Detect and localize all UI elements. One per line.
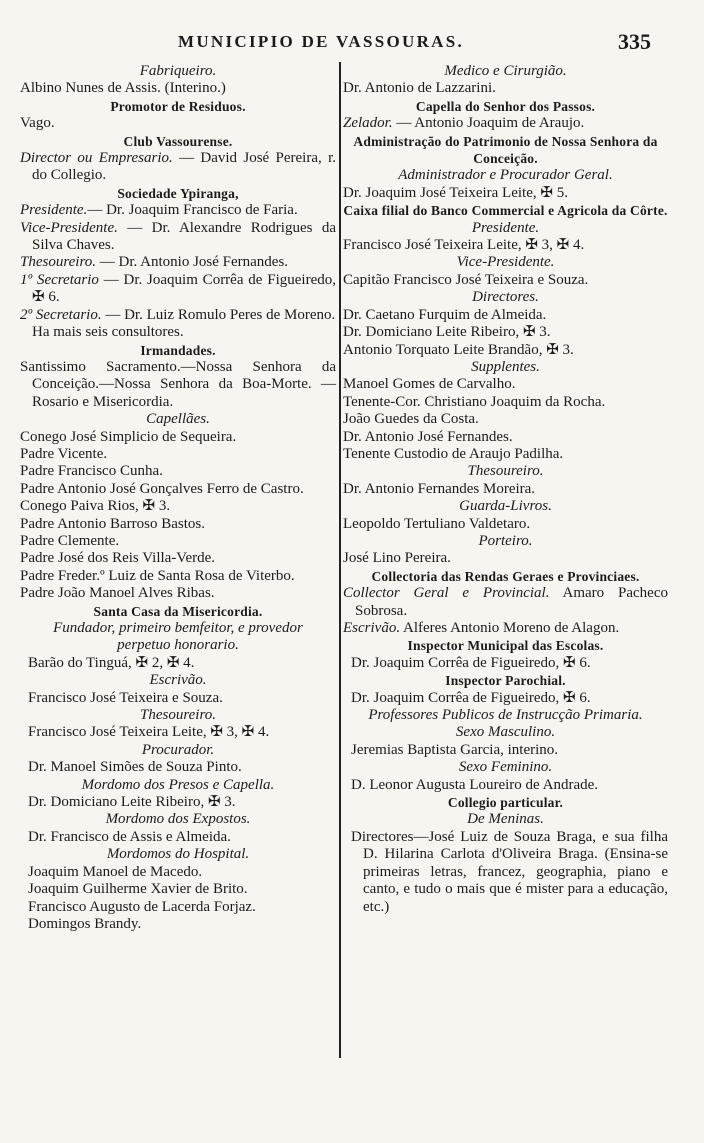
- ypiranga-heading: Sociedade Ypiranga,: [117, 185, 239, 201]
- director-name: Antonio Torquato Leite Brandão, ✠ 3.: [343, 341, 574, 358]
- admin-label: Administrador e Procurador Geral.: [398, 167, 613, 184]
- admin-name: Dr. Joaquim José Teixeira Leite, ✠ 5.: [343, 184, 568, 201]
- mordomo-hospital-name: Joaquim Guilherme Xavier de Brito.: [28, 881, 248, 898]
- escrivao-entry: [343, 620, 668, 637]
- thesoureiro-name: Francisco José Teixeira Leite, ✠ 3, ✠ 4.: [28, 724, 270, 741]
- collegio-heading: Collegio particular.: [447, 795, 564, 811]
- irmandades-heading: Irmandades.: [140, 342, 216, 358]
- capellaes-label: Capellães.: [146, 411, 210, 428]
- directores-label: Directores.: [472, 289, 539, 306]
- mordomo-hospital-name: Francisco Augusto de Lacerda Forjaz.: [28, 898, 256, 915]
- insp-municipal-name: Dr. Joaquim Corrêa de Figueiredo, ✠ 6.: [351, 654, 591, 671]
- fabriqueiro-label: Fabriqueiro.: [139, 63, 217, 79]
- page-number: 335: [618, 29, 651, 54]
- ypiranga-role: Vice-Presidente.: [20, 219, 118, 236]
- ypiranga-entry: [20, 254, 336, 271]
- fabriqueiro-name: Albino Nunes de Assis. (Interino.): [20, 80, 226, 97]
- ypiranga-entry: [20, 220, 336, 255]
- meninas-label: De Meninas.: [467, 811, 544, 828]
- capella-heading: Capella do Senhor dos Passos.: [415, 98, 596, 114]
- mordomo-expostos-name: Dr. Francisco de Assis e Almeida.: [28, 828, 231, 845]
- capellao: Padre Antonio José Gonçalves Ferro de Castro.: [20, 480, 304, 497]
- collectoria-heading: Collectoria das Rendas Geraes e Provinciaes.: [371, 568, 640, 584]
- collector-text: Amaro Pacheco Sobrosa.: [355, 585, 668, 619]
- presidente-label: Presidente.: [471, 219, 540, 236]
- ypiranga-role: 2º Secretario.: [20, 306, 102, 323]
- ypiranga-text: — Dr. Luiz Romulo Peres de Moreno.: [101, 306, 336, 323]
- vice-label: Vice-Presidente.: [456, 254, 555, 271]
- zelador-entry: [343, 115, 668, 132]
- thesoureiro-label: Thesoureiro.: [140, 707, 216, 724]
- right-column: [343, 63, 668, 916]
- escrivao-label: Escrivão.: [149, 672, 207, 689]
- left-column: [20, 63, 336, 933]
- capellao: Padre Francisco Cunha.: [20, 463, 163, 480]
- supplente-name: Dr. Antonio José Fernandes.: [343, 428, 513, 445]
- page-title: MUNICIPIO DE VASSOURAS.: [178, 32, 465, 51]
- club-role: Director ou Empresario.: [20, 150, 173, 167]
- capellao: Conego Paiva Rios, ✠ 3.: [20, 498, 171, 515]
- supplente-name: Tenente-Cor. Christiano Joaquim da Rocha.: [343, 393, 606, 410]
- director-name: Dr. Caetano Furquim de Almeida.: [343, 306, 547, 323]
- mordomo-presos-name: Dr. Domiciano Leite Ribeiro, ✠ 3.: [28, 794, 236, 811]
- capellao: Conego José Simplicio de Sequeira.: [20, 428, 237, 445]
- irmandades-text: Santissimo Sacramento.—Nossa Senhora da Conceição.—Nossa Senhora da Boa-Morte. — Rosario e Misericordia.: [20, 358, 336, 410]
- supplente-name: Tenente Custodio de Araujo Padilha.: [343, 445, 564, 462]
- thesoureiro-name: Dr. Antonio Fernandes Moreira.: [343, 480, 536, 497]
- capellao: Padre José dos Reis Villa-Verde.: [20, 550, 216, 567]
- insp-parochial-name: Dr. Joaquim Corrêa de Figueiredo, ✠ 6.: [351, 689, 591, 706]
- mordomo-hospital-name: Domingos Brandy.: [28, 915, 142, 932]
- collector-role: Collector Geral e Provincial.: [343, 585, 550, 602]
- sexo-masc-name: Jeremias Baptista Garcia, interino.: [351, 741, 559, 758]
- fundador-label: Fundador, primeiro bemfeitor, e provedor perpetuo honorario.: [53, 620, 303, 654]
- ypiranga-text: — Dr. Alexandre Rodrigues da Silva Chaves.: [32, 219, 336, 254]
- insp-parochial-heading: Inspector Parochial.: [445, 673, 566, 689]
- medico-name: Dr. Antonio de Lazzarini.: [343, 80, 496, 97]
- escrivao-name: Francisco José Teixeira e Souza.: [28, 689, 223, 706]
- promotor-heading: Promotor de Residuos.: [110, 98, 246, 114]
- capellao: Padre Vicente.: [20, 445, 108, 462]
- professores-label: Professores Publicos de Instrucção Primaria.: [368, 707, 643, 724]
- mordomo-presos-label: Mordomo dos Presos e Capella.: [81, 776, 275, 793]
- ypiranga-text: — Dr. Joaquim Corrêa de Figueiredo, ✠ 6.: [32, 271, 336, 306]
- guarda-label: Guarda-Livros.: [459, 498, 552, 515]
- supplentes-label: Supplentes.: [471, 358, 540, 375]
- club-director: [20, 150, 336, 185]
- ypiranga-entry: [20, 272, 336, 307]
- page-header: [0, 29, 704, 60]
- vice-name: Capitão Francisco José Teixeira e Souza.: [343, 271, 589, 288]
- admin-heading: Administração do Patrimonio de Nossa Senhora da Conceição.: [353, 133, 658, 167]
- mordomo-hospital-name: Joaquim Manoel de Macedo.: [28, 863, 203, 880]
- barao-name: Barão do Tinguá, ✠ 2, ✠ 4.: [28, 654, 195, 671]
- guarda-name: Leopoldo Tertuliano Valdetaro.: [343, 515, 531, 532]
- ypiranga-text: — Dr. Joaquim Francisco de Faria.: [87, 202, 298, 219]
- escrivao-text: Alferes Antonio Moreno de Alagon.: [400, 620, 620, 636]
- club-text: — David José Pereira, r. do Collegio.: [32, 150, 336, 184]
- consultores-note: Ha mais seis consultores.: [32, 324, 184, 341]
- porteiro-name: José Lino Pereira.: [343, 550, 451, 567]
- procurador-label: Procurador.: [141, 741, 215, 758]
- ypiranga-text: — Dr. Antonio José Fernandes.: [95, 254, 289, 271]
- supplente-name: João Guedes da Costa.: [343, 411, 479, 428]
- thesoureiro-label: Thesoureiro.: [467, 463, 544, 480]
- zelador-role: Zelador.: [343, 115, 393, 132]
- medico-label: Medico e Cirurgião.: [444, 63, 567, 79]
- capellao: Padre Clemente.: [20, 532, 120, 549]
- capellao: Padre Antonio Barroso Bastos.: [20, 515, 205, 532]
- column-divider: [339, 62, 341, 1058]
- promotor-value: Vago.: [20, 115, 55, 132]
- sexo-masc-label: Sexo Masculino.: [455, 724, 556, 741]
- mordomos-hospital-label: Mordomos do Hospital.: [106, 846, 250, 863]
- ypiranga-entry: [20, 307, 336, 324]
- collegio-text: Directores—José Luiz de Souza Braga, e sua filha D. Hilarina Carlota d'Oliveira Braga. (Ensina-se primeiras letras, francez, geographia, piano e canto, e tudo o mais que é mister para a educação, etc.): [351, 828, 668, 915]
- ypiranga-role: 1º Secretario: [20, 271, 99, 288]
- ypiranga-role: Presidente.: [20, 202, 88, 219]
- presidente-name: Francisco José Teixeira Leite, ✠ 3, ✠ 4.: [343, 237, 585, 254]
- sexo-fem-label: Sexo Feminino.: [458, 759, 553, 776]
- supplente-name: Manoel Gomes de Carvalho.: [343, 376, 516, 393]
- capellao: Padre Freder.º Luiz de Santa Rosa de Viterbo.: [20, 567, 295, 584]
- caixa-heading: Caixa filial do Banco Commercial e Agricola da Côrte.: [343, 203, 668, 219]
- escrivao-role: Escrivão.: [343, 620, 401, 636]
- santa-casa-heading: Santa Casa da Misericordia.: [93, 603, 263, 619]
- insp-municipal-heading: Inspector Municipal das Escolas.: [407, 638, 604, 654]
- sexo-fem-name: D. Leonor Augusta Loureiro de Andrade.: [351, 776, 599, 793]
- collector-entry: [343, 585, 668, 620]
- ypiranga-entry: [20, 202, 336, 219]
- porteiro-label: Porteiro.: [478, 532, 533, 549]
- capellao: Padre João Manoel Alves Ribas.: [20, 585, 215, 602]
- zelador-text: — Antonio Joaquim de Araujo.: [392, 115, 585, 132]
- director-name: Dr. Domiciano Leite Ribeiro, ✠ 3.: [343, 324, 551, 341]
- club-heading: Club Vassourense.: [123, 133, 233, 149]
- procurador-name: Dr. Manoel Simões de Souza Pinto.: [28, 759, 242, 776]
- mordomo-expostos-label: Mordomo dos Expostos.: [105, 811, 251, 828]
- ypiranga-role: Thesoureiro.: [20, 254, 96, 271]
